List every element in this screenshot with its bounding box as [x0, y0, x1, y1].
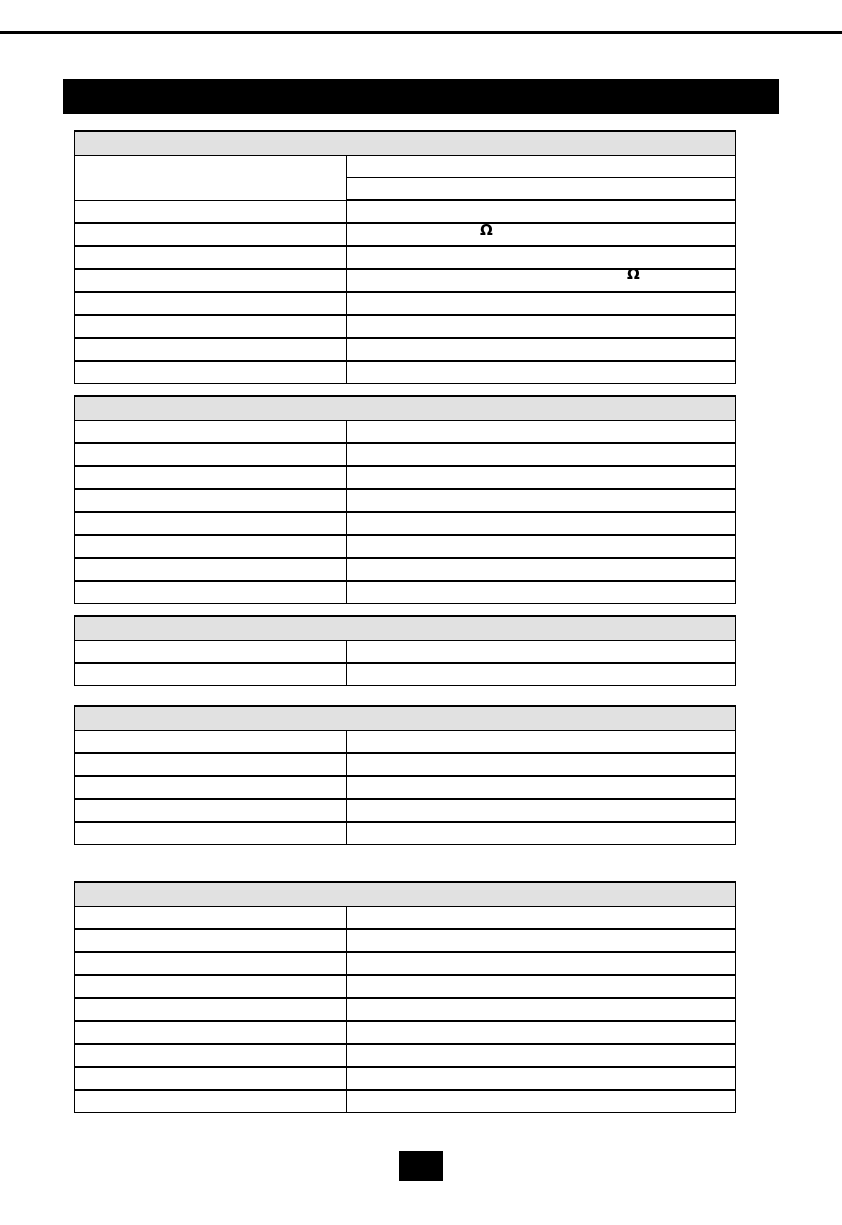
spec-label	[75, 1067, 347, 1090]
spec-label	[75, 292, 347, 315]
section-header	[75, 706, 736, 731]
spec-value	[347, 581, 736, 604]
spec-label	[75, 421, 347, 444]
omega-symbol: Ω	[480, 221, 493, 239]
spec-label	[75, 200, 347, 223]
spec-value	[347, 156, 736, 178]
spec-value	[347, 929, 736, 952]
spec-value	[347, 223, 736, 246]
section-header	[75, 882, 736, 907]
spec-value	[347, 907, 736, 930]
spec-value	[347, 558, 736, 581]
spec-table-5	[74, 881, 736, 1113]
spec-value	[347, 952, 736, 975]
spec-label	[75, 361, 347, 384]
spec-label	[75, 156, 347, 201]
spec-label	[75, 558, 347, 581]
section-header	[75, 616, 736, 641]
spec-value	[347, 466, 736, 489]
spec-value	[347, 489, 736, 512]
spec-value	[347, 641, 736, 664]
spec-label	[75, 753, 347, 776]
spec-label	[75, 269, 347, 292]
spec-value	[347, 822, 736, 845]
spec-label	[75, 338, 347, 361]
spec-value	[347, 315, 736, 338]
spec-value	[347, 975, 736, 998]
spec-label	[75, 581, 347, 604]
spec-label	[75, 641, 347, 664]
spec-label	[75, 929, 347, 952]
spec-value	[347, 178, 736, 201]
spec-value	[347, 1090, 736, 1113]
spec-value	[347, 246, 736, 269]
spec-value	[347, 269, 736, 292]
spec-label	[75, 443, 347, 466]
spec-value	[347, 200, 736, 223]
spec-label	[75, 1044, 347, 1067]
omega-symbol: Ω	[627, 265, 640, 283]
page-title-bar	[63, 79, 779, 114]
spec-label	[75, 223, 347, 246]
spec-table-1	[74, 130, 736, 384]
spec-table-4	[74, 705, 736, 845]
spec-value	[347, 731, 736, 754]
top-rule	[0, 31, 842, 34]
spec-label	[75, 1021, 347, 1044]
section-header	[75, 131, 736, 156]
spec-label	[75, 1090, 347, 1113]
spec-table-3	[74, 615, 736, 686]
spec-label	[75, 466, 347, 489]
spec-label	[75, 731, 347, 754]
spec-label	[75, 998, 347, 1021]
spec-value	[347, 799, 736, 822]
page-number-box	[399, 1151, 443, 1181]
spec-value	[347, 512, 736, 535]
spec-value	[347, 1044, 736, 1067]
spec-label	[75, 975, 347, 998]
spec-value	[347, 1021, 736, 1044]
spec-value	[347, 753, 736, 776]
spec-label	[75, 776, 347, 799]
section-header	[75, 396, 736, 421]
spec-table-2	[74, 395, 736, 604]
spec-label	[75, 663, 347, 686]
spec-label	[75, 246, 347, 269]
spec-label	[75, 822, 347, 845]
spec-value	[347, 663, 736, 686]
spec-value	[347, 443, 736, 466]
spec-label	[75, 907, 347, 930]
spec-label	[75, 952, 347, 975]
spec-label	[75, 512, 347, 535]
spec-value	[347, 361, 736, 384]
spec-label	[75, 799, 347, 822]
spec-value	[347, 292, 736, 315]
spec-label	[75, 535, 347, 558]
spec-label	[75, 315, 347, 338]
spec-value	[347, 421, 736, 444]
spec-value	[347, 776, 736, 799]
spec-label	[75, 489, 347, 512]
spec-value	[347, 1067, 736, 1090]
spec-value	[347, 535, 736, 558]
spec-value	[347, 338, 736, 361]
spec-value	[347, 998, 736, 1021]
